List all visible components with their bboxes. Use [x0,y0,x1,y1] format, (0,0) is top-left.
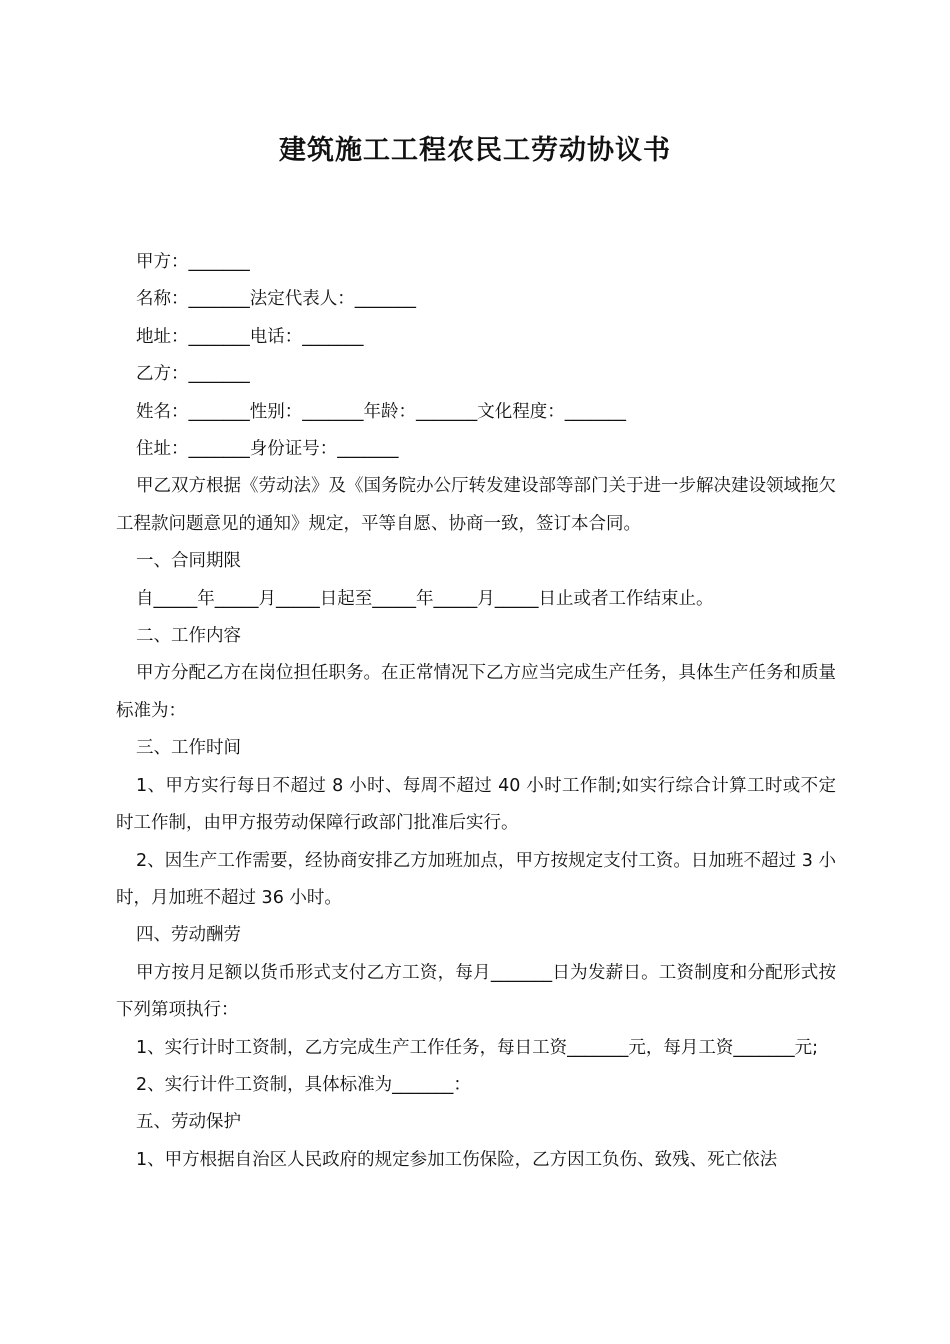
party-b-address-line: 住址：_______身份证号：_______ [136,439,399,460]
remuneration-clause-1: 1、实行计时工资制，乙方完成生产工作任务，每日工资_______元，每月工资_______元; [136,1037,819,1058]
party-b-info-line: 姓名：_______性别：_______年龄：_______文化程度：_______ [136,401,626,422]
work-content-paragraph: 甲方分配乙方在岗位担任职务。在正常情况下乙方应当完成生产任务，具体生产任务和质量标准为： [116,663,836,721]
party-b-line: 乙方：_______ [136,364,250,385]
document-title: 建筑施工工程农民工劳动协议书 [279,135,671,166]
section-heading-remuneration: 四、劳动酬劳 [136,925,241,946]
section-heading-labor-protection: 五、劳动保护 [136,1112,241,1133]
section-heading-work-content: 二、工作内容 [136,626,241,647]
labor-protection-clause-1: 1、甲方根据自治区人民政府的规定参加工伤保险，乙方因工负伤、致残、死亡依法 [136,1149,778,1170]
work-hours-clause-1: 1、甲方实行每日不超过 8 小时、每周不超过 40 小时工作制;如实行综合计算工时或不定时工作制，由甲方报劳动保障行政部门批准后实行。 [116,775,836,834]
section-heading-work-hours: 三、工作时间 [136,738,241,759]
party-a-line: 甲方：_______ [136,252,250,272]
document-body [116,244,836,1179]
party-a-address-line: 地址：_______电话：_______ [136,326,364,347]
preamble-paragraph: 甲乙双方根据《劳动法》及《国务院办公厅转发建设部等部门关于进一步解决建设领域拖欠工程款问题意见的通知》规定，平等自愿、协商一致，签订本合同。 [116,476,836,534]
section-heading-term: 一、合同期限 [136,551,241,572]
party-a-name-line: 名称：_______法定代表人：_______ [136,289,416,310]
work-hours-clause-2: 2、因生产工作需要，经协商安排乙方加班加点，甲方按规定支付工资。日加班不超过 3 小时，月加班不超过 36 小时。 [116,850,836,908]
remuneration-paragraph: 甲方按月足额以货币形式支付乙方工资，每月_______日为发薪日。工资制度和分配形式按下列第项执行： [116,962,836,1021]
term-paragraph: 自_____年_____月_____日起至_____年_____月_____日止或者工作结束止。 [136,588,714,609]
remuneration-clause-2: 2、实行计件工资制，具体标准为_______： [136,1074,471,1095]
